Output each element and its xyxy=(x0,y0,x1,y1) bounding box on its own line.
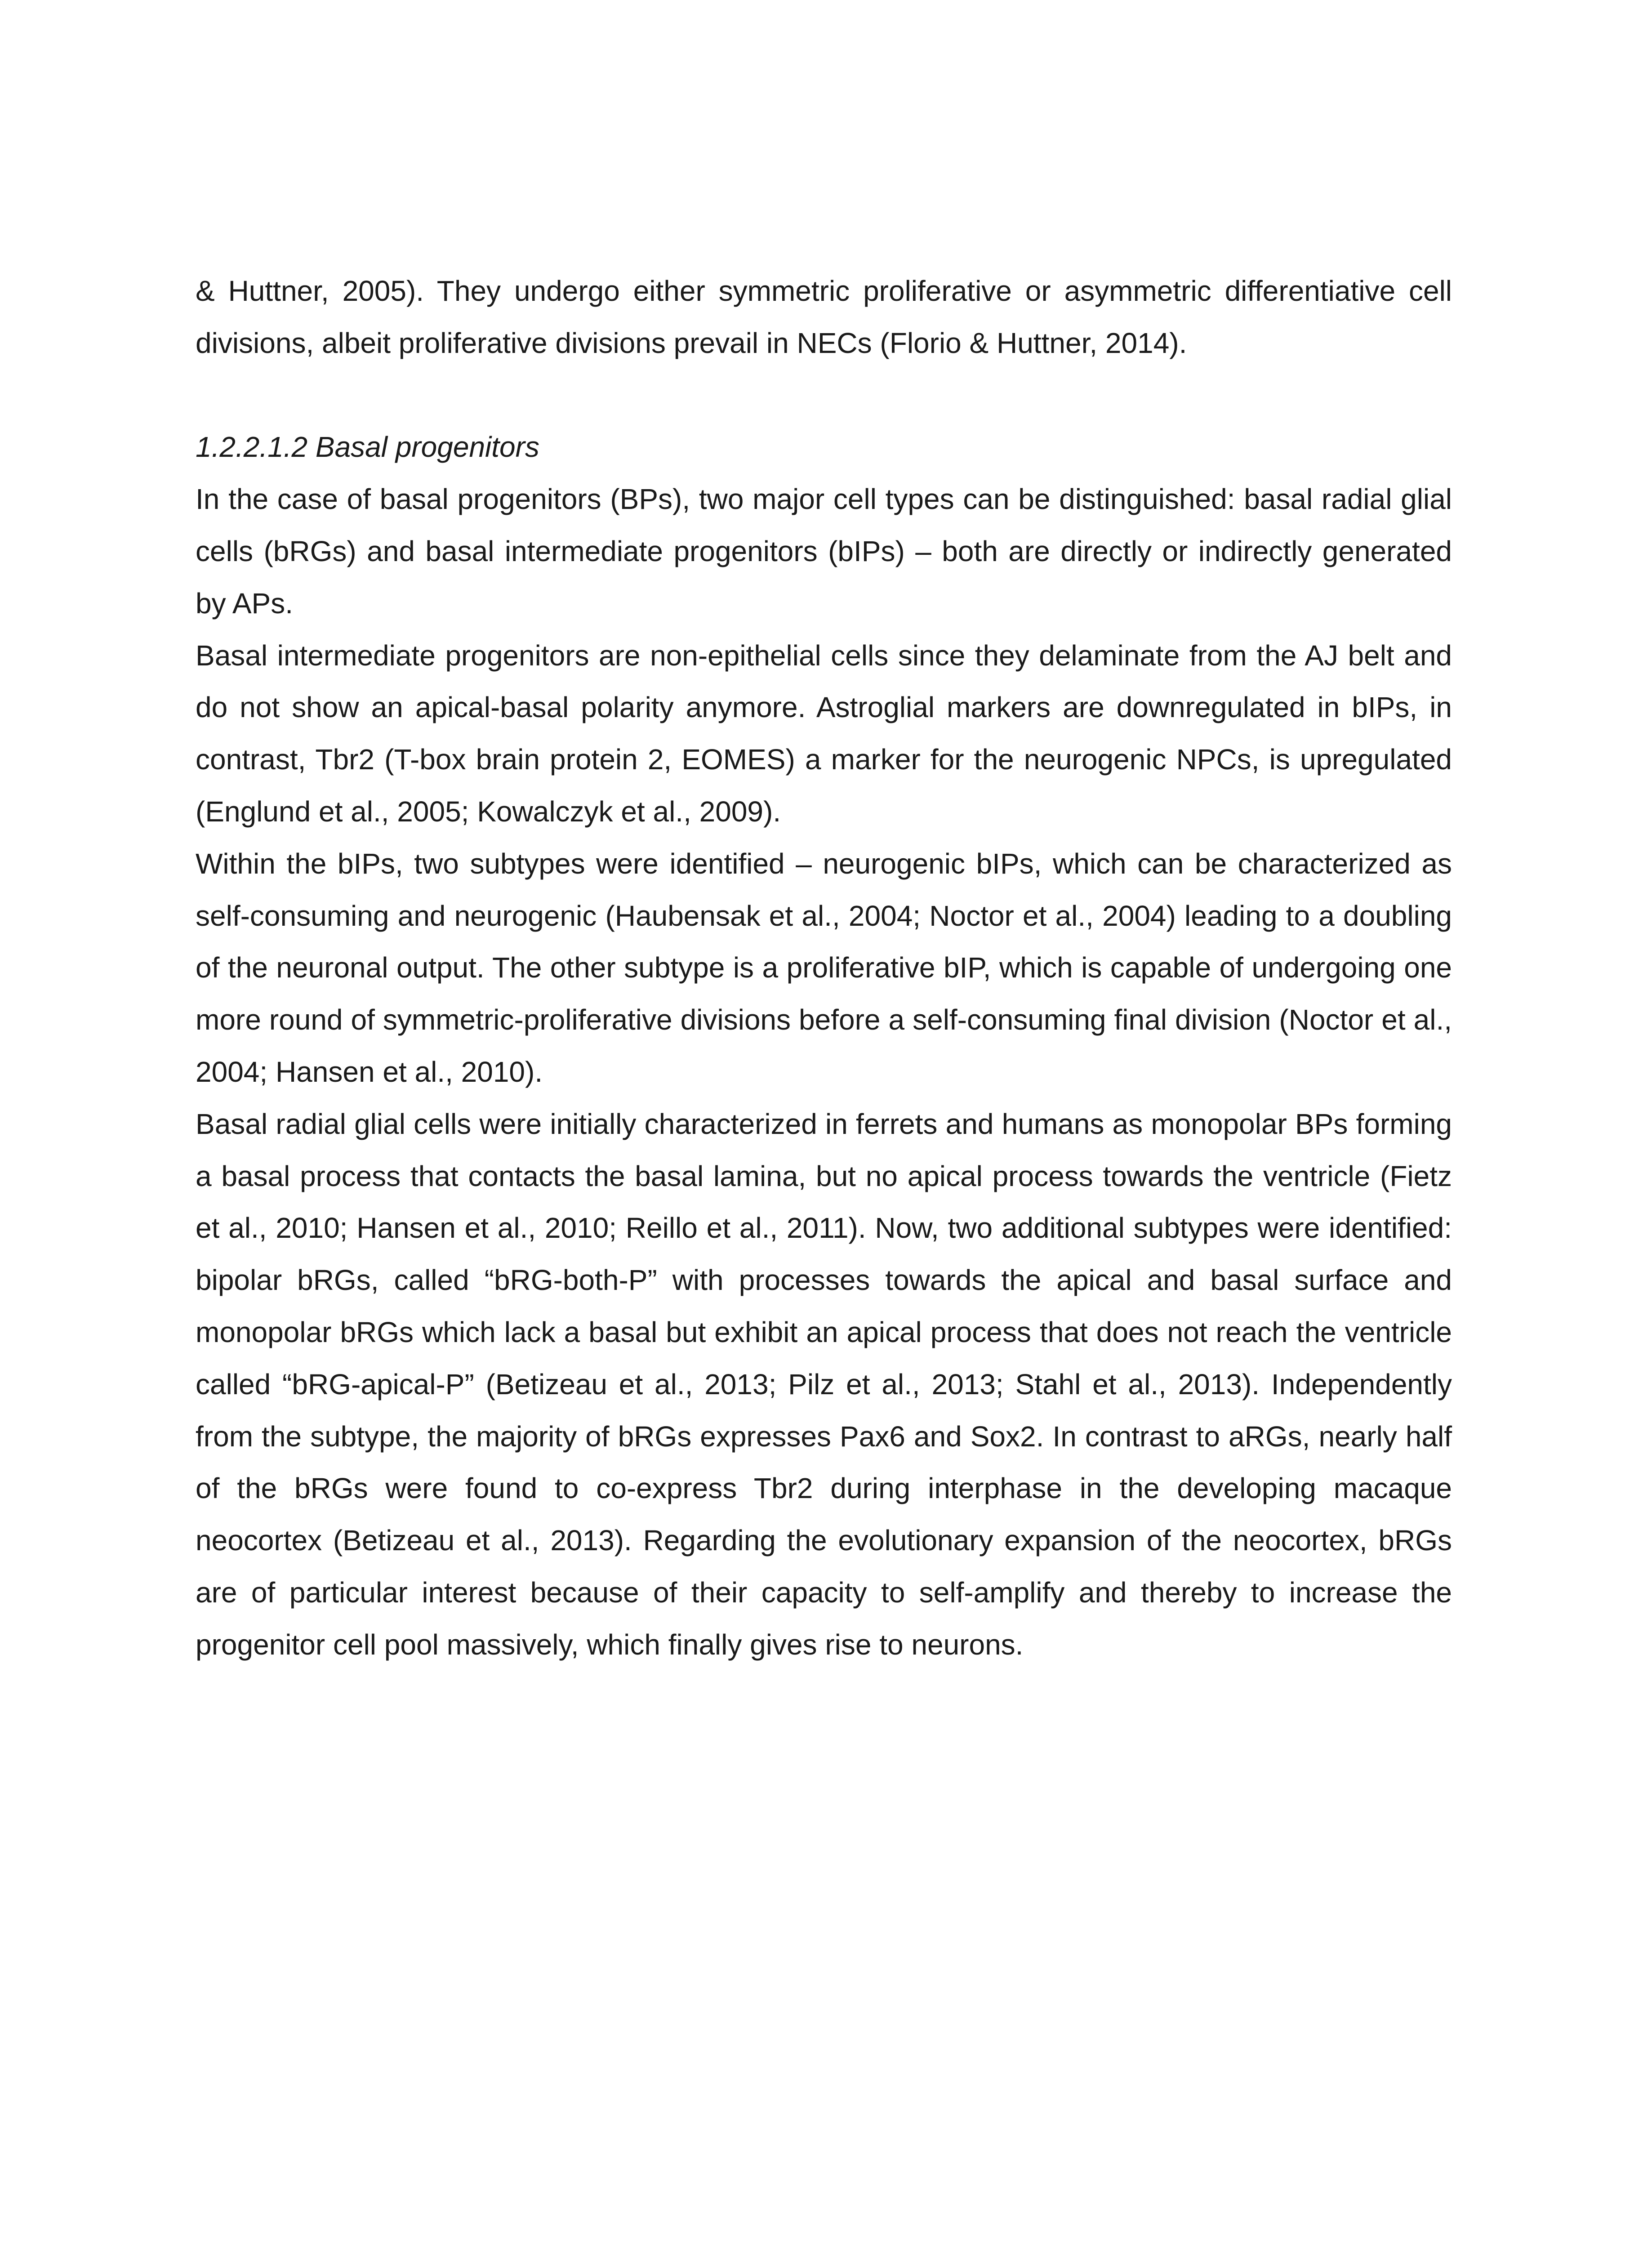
paragraph-basal-progenitors-intro: In the case of basal progenitors (BPs), two major cell types can be distinguished: basal radial glial cells (bRGs) and basal intermediate progenitors (bIPs) – both are directly or indirectly generated by APs. xyxy=(196,483,1452,620)
paragraph-basal-radial-glia: Basal radial glial cells were initially characterized in ferrets and humans as monopolar BPs forming a basal process that contacts the basal lamina, but no apical process towards the ventricle (Fietz et al., 2010; Hansen et al., 2010; Reillo et al., 2011). Now, two additional subtypes were identified: bipolar bRGs, called “bRG-both-P” with processes towards the apical and basal surface and monopolar bRGs which lack a basal but exhibit an apical process that does not reach the ventricle called “bRG-apical-P” (Betizeau et al., 2013; Pilz et al., 2013; Stahl et al., 2013). Independently from the subtype, the majority of bRGs expresses Pax6 and Sox2. In contrast to aRGs, nearly half of the bRGs were found to co-express Tbr2 during interphase in the developing macaque neocortex (Betizeau et al., 2013). Regarding the evolutionary expansion of the neocortex, bRGs are of particular interest because of their capacity to self-amplify and thereby to increase the progenitor cell pool massively, which finally gives rise to neurons. xyxy=(196,1107,1452,1661)
paragraph-continuation: & Huttner, 2005). They undergo either symmetric proliferative or asymmetric differentiative cell divisions, albeit proliferative divisions prevail in NECs (Florio & Huttner, 2014). xyxy=(196,275,1452,359)
paragraph-basal-intermediate-progenitors: Basal intermediate progenitors are non-epithelial cells since they delaminate from the AJ belt and do not show an apical-basal polarity anymore. Astroglial markers are downregulated in bIPs, in contrast, Tbr2 (T-box brain protein 2, EOMES) a marker for the neurogenic NPCs, is upregulated (Englund et al., 2005; Kowalczyk et al., 2009). xyxy=(196,639,1452,828)
page-body xyxy=(196,265,1452,1671)
paragraph-bip-subtypes: Within the bIPs, two subtypes were identified – neurogenic bIPs, which can be characterized as self-consuming and neurogenic (Haubensak et al., 2004; Noctor et al., 2004) leading to a doubling of the neuronal output. The other subtype is a proliferative bIP, which is capable of undergoing one more round of symmetric-proliferative divisions before a self-consuming final division (Noctor et al., 2004; Hansen et al., 2010). xyxy=(196,847,1452,1088)
section-heading: 1.2.2.1.2 Basal progenitors xyxy=(196,431,539,464)
